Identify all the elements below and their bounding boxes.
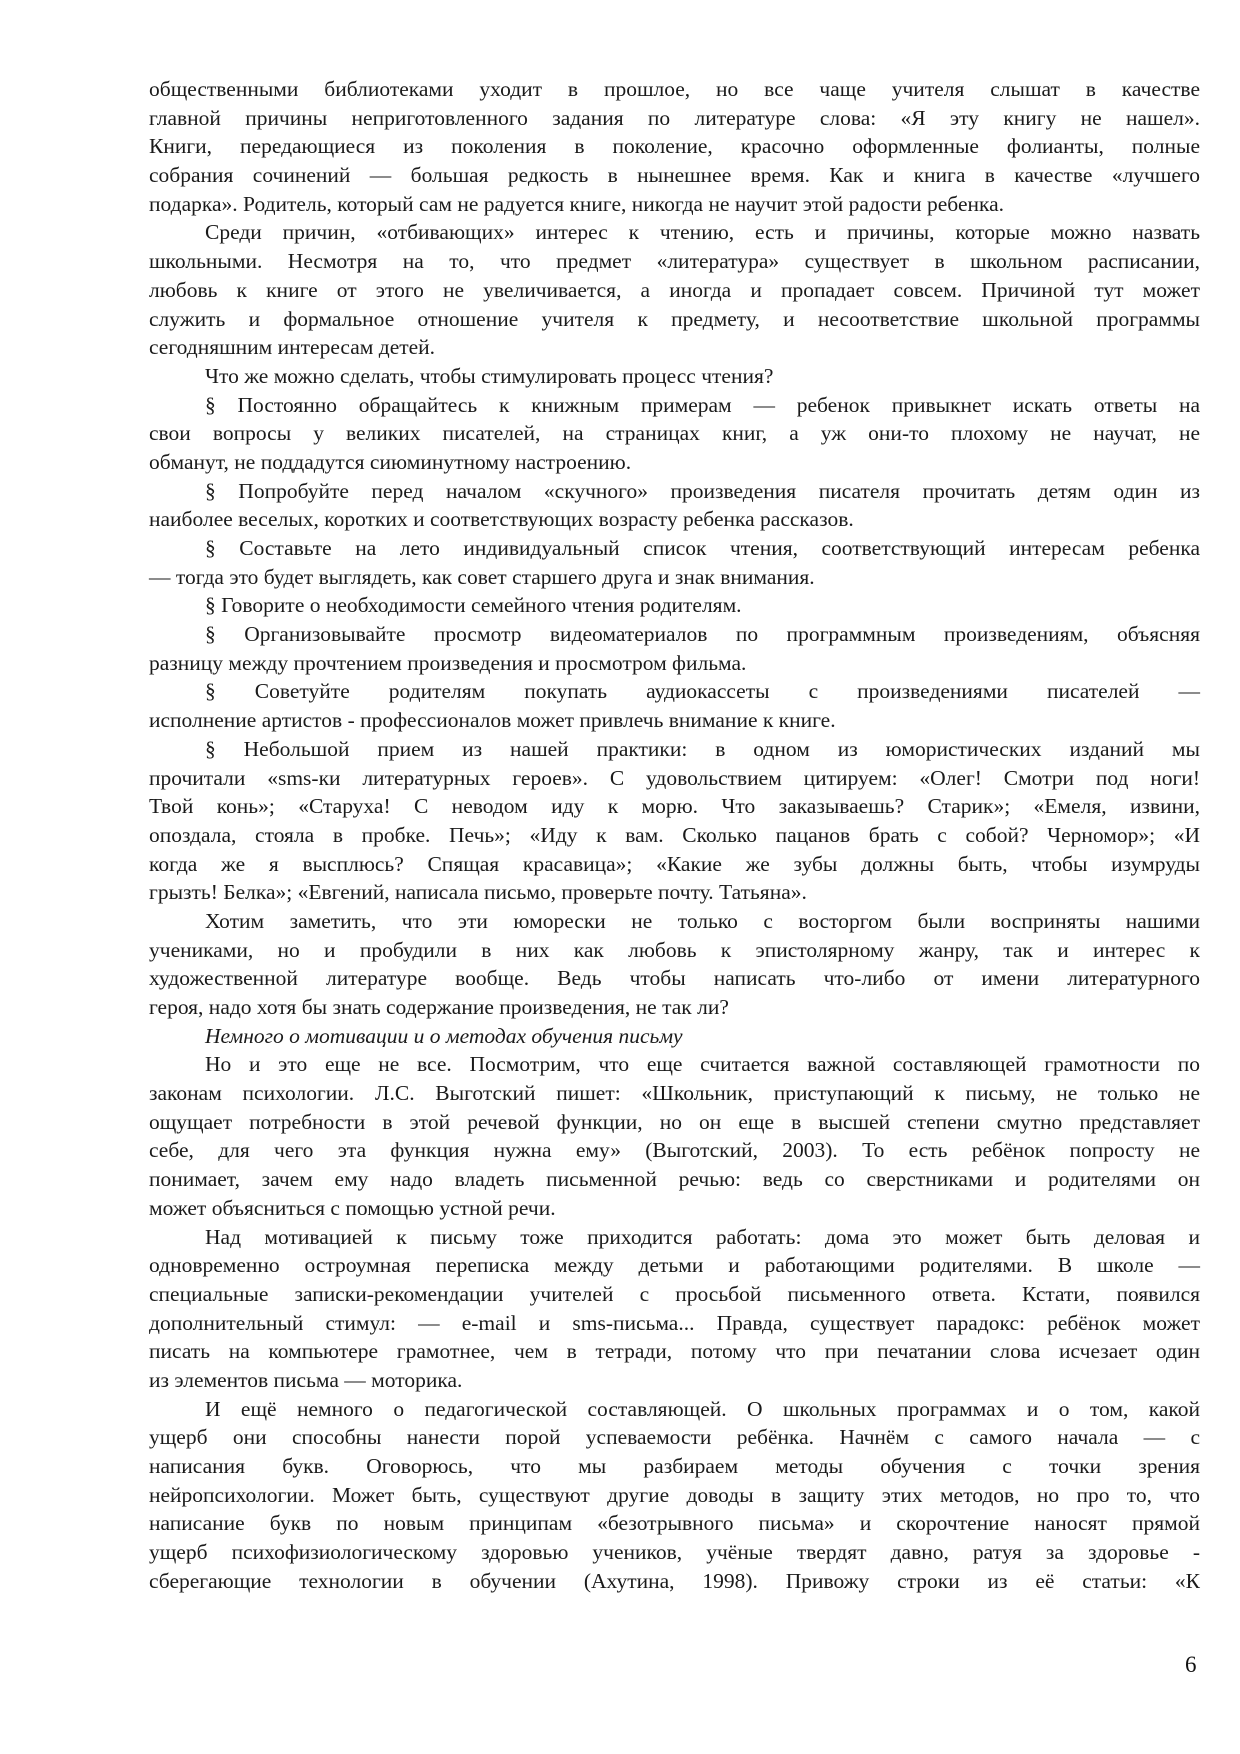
paragraph (149, 677, 1200, 734)
text-line: опоздала, стояла в пробке. Печь»; «Иду к вам. Сколько пацанов брать с собой? Черномор»; «И (149, 822, 1200, 847)
text-line: написание букв по новым принципам «безотрывного письма» и скорочтение наносят прямой (149, 1511, 1200, 1536)
text-line: § Составьте на лето индивидуальный список чтения, соответствующий интересам ребенка (205, 536, 1200, 560)
text-line: законам психологии. Л.С. Выготский пишет: «Школьник, приступающий к письму, не только не (149, 1081, 1200, 1106)
paragraph (149, 1223, 1200, 1395)
paragraph (149, 75, 1200, 218)
text-line: любовь к книге от этого не увеличивается, а иногда и пропадает совсем. Причиной тут может (149, 277, 1200, 302)
paragraph (149, 362, 1200, 391)
text-line: из элементов письма — моторика. (149, 1367, 463, 1392)
paragraph (149, 591, 1200, 620)
text-line: ущерб они способны нанести порой успеваемости ребёнка. Начнём с самого начала — с (149, 1425, 1200, 1450)
paragraph (149, 1395, 1200, 1596)
text-line: Немного о мотивации и о методах обучения письму (205, 1023, 683, 1048)
text-line: § Небольшой прием из нашей практики: в одном из юмористических изданий мы (205, 736, 1200, 761)
text-line: свои вопросы у великих писателей, на страницах книг, а уж они-то плохому не научат, не (149, 421, 1200, 446)
text-line: Хотим заметить, что эти юморески не только с восторгом были восприняты нашими (205, 908, 1200, 933)
text-line: И ещё немного о педагогической составляющей. О школьных программах и о том, какой (205, 1396, 1200, 1421)
text-line: подарка». Родитель, который сам не радуется книге, никогда не научит этой радости ребенка. (149, 191, 1005, 216)
paragraph (149, 1050, 1200, 1222)
text-line: понимает, зачем ему надо владеть письменной речью: ведь со сверстниками и родителями он (149, 1167, 1200, 1192)
text-line: прочитали «sms-ки литературных героев». С удовольствием цитируем: «Олег! Смотри под ноги! (149, 765, 1200, 790)
text-line: дополнительный стимул: — e-mail и sms-письма... Правда, существует парадокс: ребёнок может (149, 1310, 1200, 1335)
text-line: главной причины неприготовленного задания по литературе слова: «Я эту книгу не нашел». (149, 105, 1200, 130)
text-line: школьными. Несмотря на то, что предмет «литература» существует в школьном расписании, (149, 249, 1200, 274)
text-line: собрания сочинений — большая редкость в нынешнее время. Как и книга в качестве «лучшего (149, 163, 1200, 188)
body-text (149, 75, 1200, 1595)
text-line: § Попробуйте перед началом «скучного» произведения писателя прочитать детям один из (205, 478, 1200, 503)
text-line: Над мотивацией к письму тоже приходится работать: дома это может быть деловая и (205, 1224, 1200, 1249)
text-line: Твой конь»; «Старуха! С неводом иду к морю. Что заказываешь? Старик»; «Емеля, извини, (149, 794, 1200, 819)
paragraph (149, 735, 1200, 907)
section-heading (149, 1022, 1200, 1051)
text-line: служить и формальное отношение учителя к предмету, и несоответствие школьной программы (149, 306, 1200, 331)
text-line: Книги, передающиеся из поколения в поколение, красочно оформленные фолианты, полные (149, 134, 1200, 159)
paragraph (149, 620, 1200, 677)
text-line: может объясниться с помощью устной речи. (149, 1195, 556, 1220)
text-line: § Советуйте родителям покупать аудиокассеты с произведениями писателей — (205, 679, 1200, 704)
text-line: писать на компьютере грамотнее, чем в тетради, потому что при печатании слова исчезает один (149, 1339, 1200, 1364)
paragraph (149, 907, 1200, 1022)
text-line: обманут, не поддадутся сиюминутному настроению. (149, 449, 632, 474)
text-line: исполнение артистов - профессионалов может привлечь внимание к книге. (149, 708, 836, 733)
text-line: Среди причин, «отбивающих» интерес к чтению, есть и причины, которые можно назвать (205, 220, 1200, 245)
text-line: общественными библиотеками уходит в прошлое, но все чаще учителя слышат в качестве (149, 77, 1200, 101)
text-line: героя, надо хотя бы знать содержание произведения, не так ли? (149, 995, 729, 1019)
text-line: грызть! Белка»; «Евгений, написала письмо, проверьте почту. Татьяна». (149, 880, 807, 905)
text-line: — тогда это будет выглядеть, как совет старшего друга и знак внимания. (149, 564, 815, 589)
text-line: одновременно остроумная переписка между детьми и работающими родителями. В школе — (149, 1253, 1200, 1278)
text-line: сегодняшним интересам детей. (149, 335, 436, 360)
text-line: ощущает потребности в этой речевой функции, но он еще в высшей степени смутно представляет (149, 1109, 1200, 1134)
text-line: разницу между прочтением произведения и просмотром фильма. (149, 650, 747, 675)
paragraph (149, 391, 1200, 477)
text-line: наиболее веселых, коротких и соответствующих возрасту ребенка рассказов. (149, 507, 854, 532)
text-line: § Постоянно обращайтесь к книжным примерам — ребенок привыкнет искать ответы на (205, 392, 1200, 417)
text-line: специальные записки-рекомендации учителей с просьбой письменного ответа. Кстати, появился (149, 1281, 1200, 1306)
text-line: ущерб психофизиологическому здоровью учеников, учёные твердят давно, ратуя за здоровье - (149, 1540, 1200, 1565)
page-number: 6 (1185, 1652, 1197, 1677)
text-line: художественной литературе вообще. Ведь чтобы написать что-либо от имени литературного (149, 966, 1200, 991)
text-line: себе, для чего эта функция нужна ему» (Выготский, 2003). То есть ребёнок попросту не (149, 1138, 1200, 1163)
text-line: учениками, но и пробудили в них как любовь к эпистолярному жанру, так и интерес к (149, 937, 1200, 962)
paragraph (149, 218, 1200, 361)
text-line: Что же можно сделать, чтобы стимулировать процесс чтения? (205, 363, 774, 388)
text-line: написания букв. Оговорюсь, что мы разбираем методы обучения с точки зрения (149, 1454, 1200, 1478)
text-line: нейропсихологии. Может быть, существуют другие доводы в защиту этих методов, но про то, что (149, 1482, 1200, 1507)
text-line: § Организовывайте просмотр видеоматериалов по программным произведениям, объясняя (205, 622, 1200, 647)
paragraph (149, 534, 1200, 591)
text-line: когда же я высплюсь? Спящая красавица»; «Какие же зубы должны быть, чтобы изумруды (149, 851, 1200, 876)
text-line: Но и это еще не все. Посмотрим, что еще считается важной составляющей грамотности по (205, 1052, 1200, 1077)
paragraph (149, 477, 1200, 534)
text-line: сберегающие технологии в обучении (Ахутина, 1998). Привожу строки из её статьи: «К (149, 1568, 1200, 1593)
text-line: § Говорите о необходимости семейного чтения родителям. (205, 593, 742, 618)
